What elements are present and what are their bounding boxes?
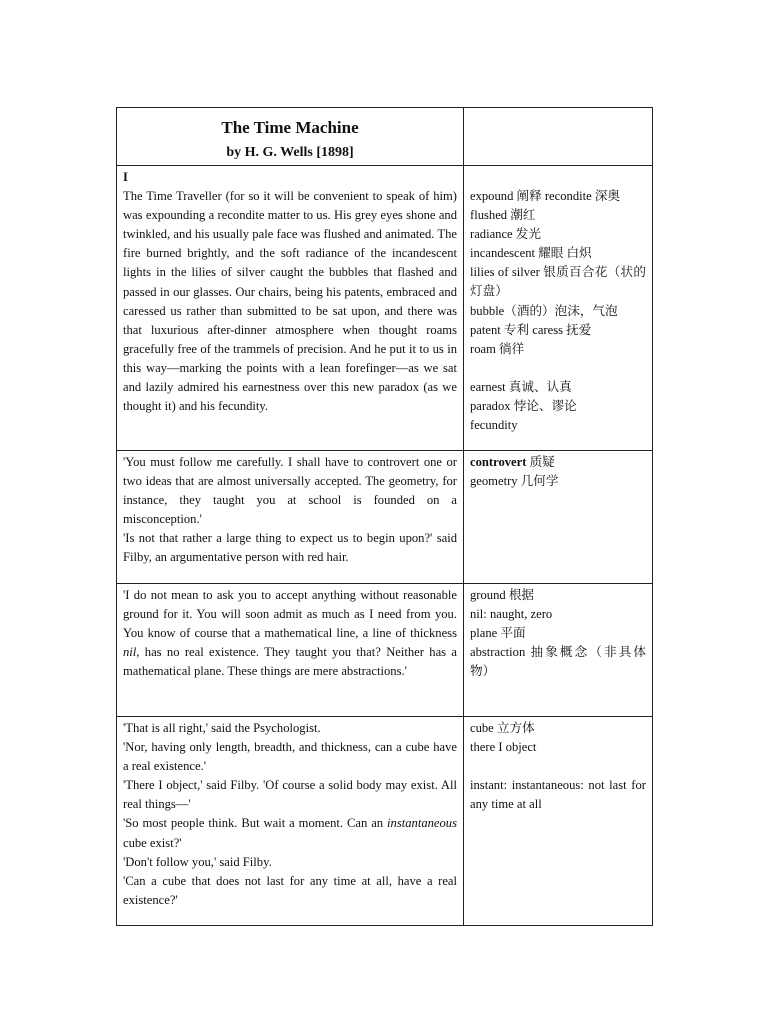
- passage-paragraph: 'There I object,' said Filby. 'Of course a solid body may exist. All real things—': [123, 778, 457, 812]
- passage-cell-3: [117, 584, 464, 717]
- chapter-number: I: [123, 170, 128, 184]
- vocab-line: plane 平面: [470, 626, 526, 641]
- document-title: The Time Machine: [221, 118, 359, 137]
- vocab-line: abstraction 抽象概念（非具体物）: [470, 645, 646, 679]
- vocab-line: roam 徜徉: [470, 341, 525, 356]
- vocab-line: there I object: [470, 740, 537, 755]
- vocab-line: nil: naught, zero: [470, 607, 553, 622]
- vocab-line: flushed 潮红: [470, 208, 536, 223]
- header-cell: [117, 108, 464, 166]
- document-table: [116, 107, 653, 926]
- vocab-line: [470, 453, 646, 472]
- vocab-gloss: 质疑: [526, 455, 555, 469]
- vocab-spacer: [470, 359, 646, 378]
- passage-text: The Time Traveller (for so it will be convenient to speak of him) was expounding a recondite matter to us. His grey eyes shone and twinkled, and his usually pale face was flushed and animated. The fire burned brightly, and the soft radiance of the incandescent lights in the lilies of silver caught the bubbles that flashed and passed in our glasses. Our chairs, being his patents, embraced and caressed us rather than submitted to be sat upon, and there was that luxurious after-dinner atmosphere when thought roams gracefully free of the trammels of precision. And he put it to us in this way—marking the points with a lean forefinger—as we sat and lazily admired his earnestness over this new paradox (as we thought it) and his fecundity.: [123, 189, 457, 414]
- vocab-line: incandescent 耀眼 白炽: [470, 246, 592, 261]
- vocab-line: expound 阐释 recondite 深奥: [470, 189, 621, 203]
- vocab-cell-4: [464, 717, 653, 926]
- passage-paragraph: 'Nor, having only length, breadth, and thickness, can a cube have a real existence.': [123, 740, 457, 774]
- passage-paragraph: 'Don't follow you,' said Filby.: [123, 854, 272, 869]
- vocab-line: patent 专利 caress 抚爱: [470, 322, 592, 337]
- italic-word: instantaneous: [387, 816, 457, 831]
- vocab-cell-1: [464, 166, 653, 451]
- passage-paragraph: [123, 586, 457, 681]
- vocab-line: geometry 几何学: [470, 474, 559, 489]
- passage-text-segment: , has no real existence. They taught you that? Neither has a mathematical plane. These things are mere abstractions.': [123, 645, 457, 679]
- vocab-cell-3: [464, 584, 653, 717]
- vocab-line: radiance 发光: [470, 227, 541, 242]
- vocab-line: paradox 悖论、谬论: [470, 399, 577, 414]
- vocab-line: instant: instantaneous: not last for any time at all: [470, 778, 646, 812]
- vocab-term-bold: controvert: [470, 455, 527, 469]
- passage-paragraph: 'Is not that rather a large thing to expect us to begin upon?' said Filby, an argumentative person with red hair.: [123, 531, 457, 565]
- vocab-spacer: [470, 757, 646, 776]
- passage-paragraph: 'That is all right,' said the Psychologist.: [123, 721, 321, 735]
- passage-text-segment: cube exist?': [123, 835, 182, 850]
- passage-text-segment: 'I do not mean to ask you to accept anything without reasonable ground for it. You will soon admit as much as I need from you. You know of course that a mathematical line, a line of thickness: [123, 588, 457, 641]
- passage-text-segment: 'So most people think. But wait a moment. Can an: [123, 816, 388, 831]
- header-notes-cell: [464, 108, 653, 166]
- vocab-line: fecundity: [470, 418, 518, 433]
- vocab-line: earnest 真诚、认真: [470, 379, 572, 394]
- passage-cell-4: [117, 717, 464, 926]
- passage-paragraph: 'Can a cube that does not last for any time at all, have a real existence?': [123, 873, 457, 907]
- vocab-line: bubble（酒的）泡沫，气泡: [470, 303, 618, 318]
- passage-paragraph: 'You must follow me carefully. I shall have to controvert one or two ideas that are almost universally accepted. The geometry, for instance, they taught you at school is founded on a misconception.': [123, 455, 457, 527]
- vocab-line: cube 立方体: [470, 721, 535, 735]
- passage-cell-2: [117, 451, 464, 584]
- italic-word: nil: [123, 645, 137, 660]
- passage-paragraph: [123, 814, 457, 852]
- vocab-line: ground 根据: [470, 588, 535, 602]
- passage-cell-1: [117, 166, 464, 451]
- document-byline: by H. G. Wells [1898]: [226, 145, 354, 160]
- vocab-line: lilies of silver 银质百合花（状的灯盘）: [470, 265, 646, 299]
- vocab-cell-2: [464, 451, 653, 584]
